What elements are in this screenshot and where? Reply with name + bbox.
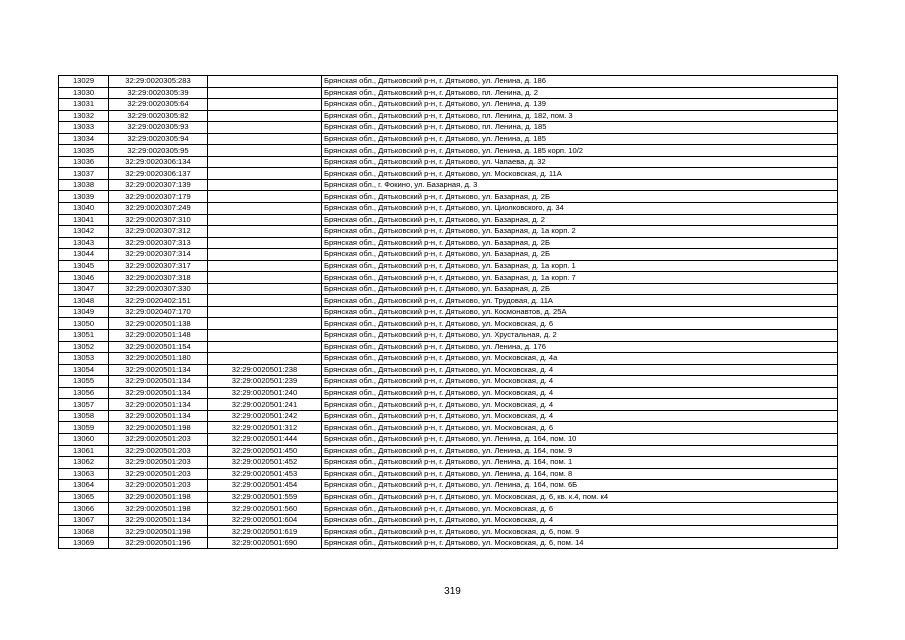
table-row xyxy=(59,491,838,503)
parent-cadastral-number-cell xyxy=(208,76,322,88)
cadastral-number-cell: 32:29:0020305:283 xyxy=(109,76,208,88)
row-number-cell: 13065 xyxy=(59,491,109,503)
parent-cadastral-number-cell: 32:29:0020501:239 xyxy=(208,376,322,388)
row-number-cell: 13033 xyxy=(59,122,109,134)
parent-cadastral-number-cell xyxy=(208,179,322,191)
table-row xyxy=(59,283,838,295)
page-number: 319 xyxy=(444,586,461,597)
address-cell: Брянская обл., Дятьковский р-н, г. Дятьково, ул. Базарная, д. 1а корп. 1 xyxy=(322,260,838,272)
row-number-cell: 13069 xyxy=(59,537,109,549)
table-row xyxy=(59,156,838,168)
cadastral-number-cell: 32:29:0020501:203 xyxy=(109,433,208,445)
row-number-cell: 13054 xyxy=(59,364,109,376)
table-row xyxy=(59,318,838,330)
table-row xyxy=(59,272,838,284)
cadastral-number-cell: 32:29:0020307:314 xyxy=(109,249,208,261)
cadastral-number-cell: 32:29:0020306:134 xyxy=(109,156,208,168)
cadastral-number-cell: 32:29:0020501:134 xyxy=(109,514,208,526)
table-row xyxy=(59,514,838,526)
cadastral-number-cell: 32:29:0020501:203 xyxy=(109,480,208,492)
address-cell: Брянская обл., Дятьковский р-н, г. Дятьково, ул. Московская, д. 6, пом. 9 xyxy=(322,526,838,538)
address-cell: Брянская обл., Дятьковский р-н, г. Дятьково, ул. Московская, д. 11А xyxy=(322,168,838,180)
row-number-cell: 13043 xyxy=(59,237,109,249)
parent-cadastral-number-cell xyxy=(208,122,322,134)
parent-cadastral-number-cell xyxy=(208,353,322,365)
cadastral-number-cell: 32:29:0020305:94 xyxy=(109,133,208,145)
table-row xyxy=(59,364,838,376)
row-number-cell: 13037 xyxy=(59,168,109,180)
table-row xyxy=(59,330,838,342)
cadastral-number-cell: 32:29:0020501:134 xyxy=(109,410,208,422)
row-number-cell: 13039 xyxy=(59,191,109,203)
parent-cadastral-number-cell xyxy=(208,306,322,318)
table-row xyxy=(59,387,838,399)
cadastral-number-cell: 32:29:0020306:137 xyxy=(109,168,208,180)
row-number-cell: 13056 xyxy=(59,387,109,399)
cadastral-number-cell: 32:29:0020307:139 xyxy=(109,179,208,191)
table-row xyxy=(59,526,838,538)
cadastral-number-cell: 32:29:0020501:203 xyxy=(109,445,208,457)
table-row xyxy=(59,214,838,226)
cadastral-number-cell: 32:29:0020307:318 xyxy=(109,272,208,284)
row-number-cell: 13046 xyxy=(59,272,109,284)
table-row xyxy=(59,179,838,191)
cadastral-number-cell: 32:29:0020501:134 xyxy=(109,387,208,399)
table-row xyxy=(59,237,838,249)
parent-cadastral-number-cell xyxy=(208,260,322,272)
row-number-cell: 13062 xyxy=(59,457,109,469)
cadastral-number-cell: 32:29:0020501:196 xyxy=(109,537,208,549)
table-row xyxy=(59,503,838,515)
cadastral-number-cell: 32:29:0020501:180 xyxy=(109,353,208,365)
address-cell: Брянская обл., Дятьковский р-н, г. Дятьково, ул. Московская, д. 6 xyxy=(322,422,838,434)
table-row xyxy=(59,260,838,272)
table-row xyxy=(59,376,838,388)
parent-cadastral-number-cell xyxy=(208,168,322,180)
table-row xyxy=(59,480,838,492)
registry-table xyxy=(58,75,838,549)
parent-cadastral-number-cell: 32:29:0020501:453 xyxy=(208,468,322,480)
parent-cadastral-number-cell xyxy=(208,203,322,215)
address-cell: Брянская обл., Дятьковский р-н, г. Дятьково, пл. Ленина, д. 185 xyxy=(322,122,838,134)
address-cell: Брянская обл., Дятьковский р-н, г. Дятьково, ул. Ленина, д. 164, пом. 9 xyxy=(322,445,838,457)
table-row xyxy=(59,445,838,457)
address-cell: Брянская обл., Дятьковский р-н, г. Дятьково, ул. Московская, д. 6, кв. к.4, пом. к4 xyxy=(322,491,838,503)
cadastral-number-cell: 32:29:0020307:312 xyxy=(109,226,208,238)
address-cell: Брянская обл., Дятьковский р-н, г. Дятьково, ул. Московская, д. 4 xyxy=(322,376,838,388)
parent-cadastral-number-cell: 32:29:0020501:238 xyxy=(208,364,322,376)
parent-cadastral-number-cell: 32:29:0020501:241 xyxy=(208,399,322,411)
parent-cadastral-number-cell: 32:29:0020501:454 xyxy=(208,480,322,492)
address-cell: Брянская обл., Дятьковский р-н, г. Дятьково, ул. Московская, д. 6, пом. 14 xyxy=(322,537,838,549)
parent-cadastral-number-cell xyxy=(208,226,322,238)
address-cell: Брянская обл., Дятьковский р-н, г. Дятьково, ул. Московская, д. 4 xyxy=(322,410,838,422)
address-cell: Брянская обл., Дятьковский р-н, г. Дятьково, ул. Чапаева, д. 32 xyxy=(322,156,838,168)
address-cell: Брянская обл., Дятьковский р-н, г. Дятьково, ул. Московская, д. 4 xyxy=(322,364,838,376)
address-cell: Брянская обл., Дятьковский р-н, г. Дятьково, ул. Ленина, д. 164, пом. 6Б xyxy=(322,480,838,492)
row-number-cell: 13061 xyxy=(59,445,109,457)
parent-cadastral-number-cell xyxy=(208,283,322,295)
cadastral-number-cell: 32:29:0020307:330 xyxy=(109,283,208,295)
address-cell: Брянская обл., Дятьковский р-н, г. Дятьково, ул. Ленина, д. 164, пом. 10 xyxy=(322,433,838,445)
address-cell: Брянская обл., Дятьковский р-н, г. Дятьково, ул. Ленина, д. 176 xyxy=(322,341,838,353)
row-number-cell: 13053 xyxy=(59,353,109,365)
address-cell: Брянская обл., Дятьковский р-н, г. Дятьково, пл. Ленина, д. 2 xyxy=(322,87,838,99)
cadastral-number-cell: 32:29:0020305:93 xyxy=(109,122,208,134)
parent-cadastral-number-cell xyxy=(208,133,322,145)
table-row xyxy=(59,191,838,203)
cadastral-number-cell: 32:29:0020501:134 xyxy=(109,364,208,376)
address-cell: Брянская обл., Дятьковский р-н, г. Дятьково, ул. Базарная, д. 1а корп. 2 xyxy=(322,226,838,238)
cadastral-number-cell: 32:29:0020307:310 xyxy=(109,214,208,226)
row-number-cell: 13042 xyxy=(59,226,109,238)
cadastral-number-cell: 32:29:0020305:95 xyxy=(109,145,208,157)
registry-table-body xyxy=(59,76,838,549)
table-row xyxy=(59,306,838,318)
row-number-cell: 13036 xyxy=(59,156,109,168)
address-cell: Брянская обл., Дятьковский р-н, г. Дятьково, ул. Базарная, д. 1а корп. 7 xyxy=(322,272,838,284)
table-row xyxy=(59,341,838,353)
parent-cadastral-number-cell xyxy=(208,156,322,168)
table-row xyxy=(59,433,838,445)
cadastral-number-cell: 32:29:0020407:170 xyxy=(109,306,208,318)
table-row xyxy=(59,145,838,157)
table-row xyxy=(59,399,838,411)
parent-cadastral-number-cell: 32:29:0020501:619 xyxy=(208,526,322,538)
address-cell: Брянская обл., Дятьковский р-н, г. Дятьково, ул. Ленина, д. 185 xyxy=(322,133,838,145)
address-cell: Брянская обл., Дятьковский р-н, г. Дятьково, ул. Московская, д. 6 xyxy=(322,318,838,330)
parent-cadastral-number-cell: 32:29:0020501:312 xyxy=(208,422,322,434)
row-number-cell: 13060 xyxy=(59,433,109,445)
table-row xyxy=(59,422,838,434)
table-row xyxy=(59,410,838,422)
parent-cadastral-number-cell: 32:29:0020501:690 xyxy=(208,537,322,549)
row-number-cell: 13058 xyxy=(59,410,109,422)
address-cell: Брянская обл., Дятьковский р-н, г. Дятьково, пл. Ленина, д. 182, пом. 3 xyxy=(322,110,838,122)
row-number-cell: 13044 xyxy=(59,249,109,261)
parent-cadastral-number-cell: 32:29:0020501:240 xyxy=(208,387,322,399)
cadastral-number-cell: 32:29:0020501:138 xyxy=(109,318,208,330)
cadastral-number-cell: 32:29:0020307:317 xyxy=(109,260,208,272)
address-cell: Брянская обл., Дятьковский р-н, г. Дятьково, ул. Трудовая, д. 11А xyxy=(322,295,838,307)
cadastral-number-cell: 32:29:0020307:249 xyxy=(109,203,208,215)
address-cell: Брянская обл., Дятьковский р-н, г. Дятьково, ул. Космонавтов, д. 25А xyxy=(322,306,838,318)
parent-cadastral-number-cell: 32:29:0020501:444 xyxy=(208,433,322,445)
address-cell: Брянская обл., Дятьковский р-н, г. Дятьково, ул. Московская, д. 4а xyxy=(322,353,838,365)
parent-cadastral-number-cell xyxy=(208,110,322,122)
table-row xyxy=(59,203,838,215)
address-cell: Брянская обл., Дятьковский р-н, г. Дятьково, ул. Хрустальная, д. 2 xyxy=(322,330,838,342)
parent-cadastral-number-cell: 32:29:0020501:560 xyxy=(208,503,322,515)
address-cell: Брянская обл., Дятьковский р-н, г. Дятьково, ул. Ленина, д. 164, пом. 8 xyxy=(322,468,838,480)
cadastral-number-cell: 32:29:0020501:134 xyxy=(109,376,208,388)
address-cell: Брянская обл., Дятьковский р-н, г. Дятьково, ул. Базарная, д. 2Б xyxy=(322,249,838,261)
cadastral-number-cell: 32:29:0020501:203 xyxy=(109,457,208,469)
row-number-cell: 13057 xyxy=(59,399,109,411)
table-row xyxy=(59,537,838,549)
table-row xyxy=(59,457,838,469)
row-number-cell: 13064 xyxy=(59,480,109,492)
table-row xyxy=(59,133,838,145)
address-cell: Брянская обл., г. Фокино, ул. Базарная, д. 3 xyxy=(322,179,838,191)
row-number-cell: 13031 xyxy=(59,99,109,111)
cadastral-number-cell: 32:29:0020402:151 xyxy=(109,295,208,307)
table-row xyxy=(59,122,838,134)
row-number-cell: 13038 xyxy=(59,179,109,191)
table-row xyxy=(59,168,838,180)
row-number-cell: 13068 xyxy=(59,526,109,538)
cadastral-number-cell: 32:29:0020501:198 xyxy=(109,526,208,538)
cadastral-number-cell: 32:29:0020305:82 xyxy=(109,110,208,122)
parent-cadastral-number-cell xyxy=(208,87,322,99)
row-number-cell: 13050 xyxy=(59,318,109,330)
address-cell: Брянская обл., Дятьковский р-н, г. Дятьково, ул. Ленина, д. 185 корп. 10/2 xyxy=(322,145,838,157)
address-cell: Брянская обл., Дятьковский р-н, г. Дятьково, ул. Базарная, д. 2 xyxy=(322,214,838,226)
table-row xyxy=(59,295,838,307)
row-number-cell: 13047 xyxy=(59,283,109,295)
parent-cadastral-number-cell xyxy=(208,249,322,261)
row-number-cell: 13049 xyxy=(59,306,109,318)
parent-cadastral-number-cell xyxy=(208,99,322,111)
cadastral-number-cell: 32:29:0020501:198 xyxy=(109,491,208,503)
row-number-cell: 13063 xyxy=(59,468,109,480)
cadastral-number-cell: 32:29:0020501:154 xyxy=(109,341,208,353)
parent-cadastral-number-cell xyxy=(208,330,322,342)
parent-cadastral-number-cell: 32:29:0020501:559 xyxy=(208,491,322,503)
cadastral-number-cell: 32:29:0020501:198 xyxy=(109,422,208,434)
parent-cadastral-number-cell xyxy=(208,145,322,157)
parent-cadastral-number-cell: 32:29:0020501:604 xyxy=(208,514,322,526)
row-number-cell: 13052 xyxy=(59,341,109,353)
address-cell: Брянская обл., Дятьковский р-н, г. Дятьково, ул. Московская, д. 4 xyxy=(322,399,838,411)
row-number-cell: 13040 xyxy=(59,203,109,215)
row-number-cell: 13059 xyxy=(59,422,109,434)
parent-cadastral-number-cell: 32:29:0020501:450 xyxy=(208,445,322,457)
address-cell: Брянская обл., Дятьковский р-н, г. Дятьково, ул. Базарная, д. 2Б xyxy=(322,237,838,249)
cadastral-number-cell: 32:29:0020501:203 xyxy=(109,468,208,480)
parent-cadastral-number-cell xyxy=(208,341,322,353)
row-number-cell: 13035 xyxy=(59,145,109,157)
row-number-cell: 13051 xyxy=(59,330,109,342)
row-number-cell: 13041 xyxy=(59,214,109,226)
parent-cadastral-number-cell xyxy=(208,214,322,226)
table-row xyxy=(59,99,838,111)
cadastral-number-cell: 32:29:0020501:134 xyxy=(109,399,208,411)
parent-cadastral-number-cell xyxy=(208,318,322,330)
table-row xyxy=(59,110,838,122)
address-cell: Брянская обл., Дятьковский р-н, г. Дятьково, ул. Циолковского, д. 34 xyxy=(322,203,838,215)
row-number-cell: 13030 xyxy=(59,87,109,99)
address-cell: Брянская обл., Дятьковский р-н, г. Дятьково, ул. Ленина, д. 186 xyxy=(322,76,838,88)
table-row xyxy=(59,249,838,261)
parent-cadastral-number-cell xyxy=(208,191,322,203)
parent-cadastral-number-cell xyxy=(208,237,322,249)
row-number-cell: 13066 xyxy=(59,503,109,515)
cadastral-number-cell: 32:29:0020307:179 xyxy=(109,191,208,203)
address-cell: Брянская обл., Дятьковский р-н, г. Дятьково, ул. Московская, д. 4 xyxy=(322,387,838,399)
parent-cadastral-number-cell xyxy=(208,272,322,284)
cadastral-number-cell: 32:29:0020305:39 xyxy=(109,87,208,99)
address-cell: Брянская обл., Дятьковский р-н, г. Дятьково, ул. Ленина, д. 139 xyxy=(322,99,838,111)
address-cell: Брянская обл., Дятьковский р-н, г. Дятьково, ул. Базарная, д. 2Б xyxy=(322,191,838,203)
address-cell: Брянская обл., Дятьковский р-н, г. Дятьково, ул. Московская, д. 6 xyxy=(322,503,838,515)
row-number-cell: 13029 xyxy=(59,76,109,88)
row-number-cell: 13067 xyxy=(59,514,109,526)
row-number-cell: 13034 xyxy=(59,133,109,145)
table-row xyxy=(59,76,838,88)
row-number-cell: 13048 xyxy=(59,295,109,307)
parent-cadastral-number-cell: 32:29:0020501:452 xyxy=(208,457,322,469)
table-row xyxy=(59,353,838,365)
table-row xyxy=(59,87,838,99)
row-number-cell: 13045 xyxy=(59,260,109,272)
row-number-cell: 13055 xyxy=(59,376,109,388)
row-number-cell: 13032 xyxy=(59,110,109,122)
table-row xyxy=(59,468,838,480)
table-row xyxy=(59,226,838,238)
cadastral-number-cell: 32:29:0020501:148 xyxy=(109,330,208,342)
address-cell: Брянская обл., Дятьковский р-н, г. Дятьково, ул. Московская, д. 4 xyxy=(322,514,838,526)
cadastral-number-cell: 32:29:0020307:313 xyxy=(109,237,208,249)
cadastral-number-cell: 32:29:0020305:64 xyxy=(109,99,208,111)
address-cell: Брянская обл., Дятьковский р-н, г. Дятьково, ул. Базарная, д. 2Б xyxy=(322,283,838,295)
cadastral-number-cell: 32:29:0020501:198 xyxy=(109,503,208,515)
address-cell: Брянская обл., Дятьковский р-н, г. Дятьково, ул. Ленина, д. 164, пом. 1 xyxy=(322,457,838,469)
parent-cadastral-number-cell: 32:29:0020501:242 xyxy=(208,410,322,422)
parent-cadastral-number-cell xyxy=(208,295,322,307)
